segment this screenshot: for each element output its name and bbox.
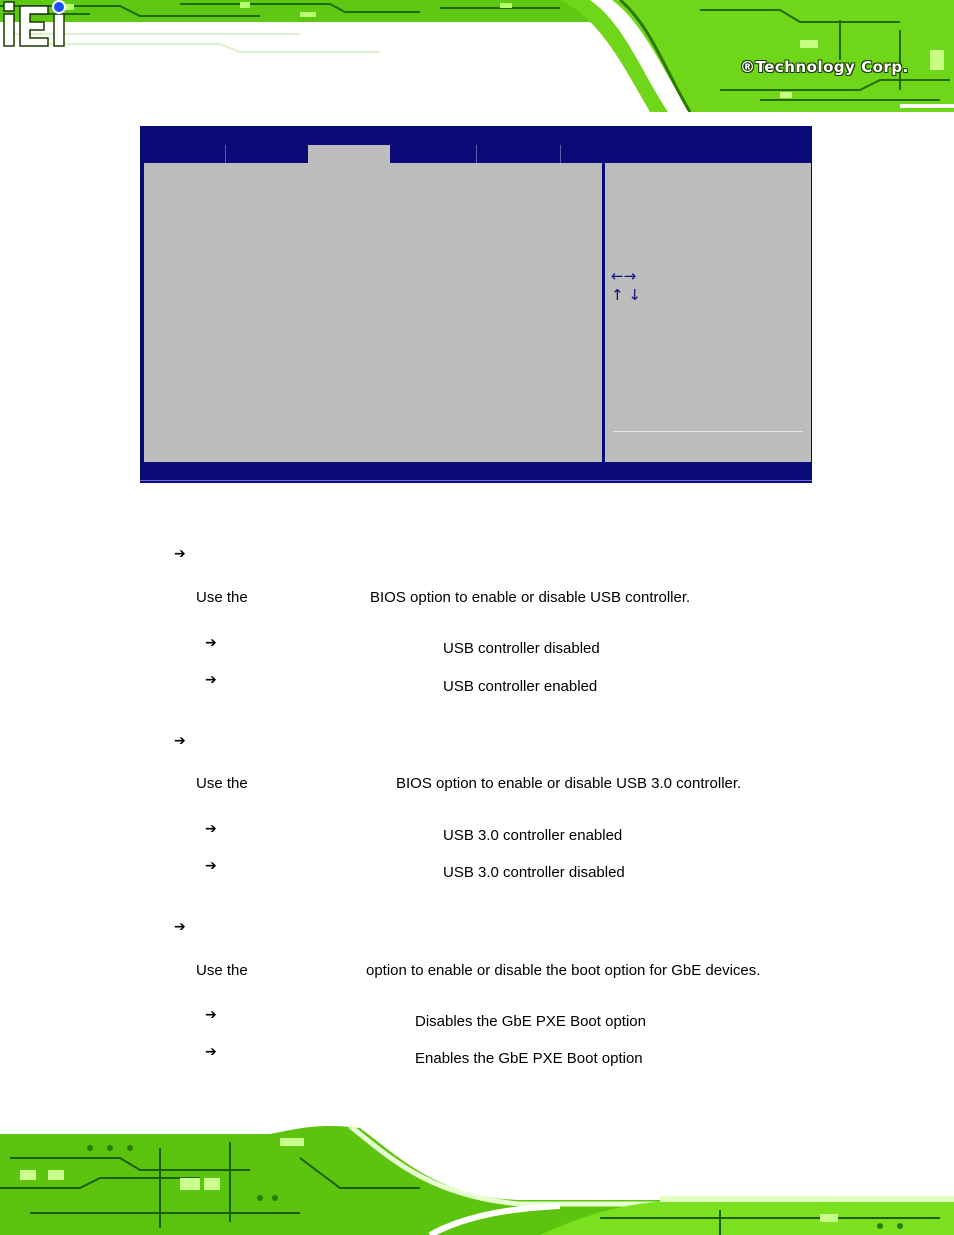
intro-prefix: Use the — [196, 775, 248, 792]
tab-separator — [476, 145, 477, 163]
header-banner — [0, 0, 954, 112]
bios-menu-bar — [140, 126, 812, 163]
circuit-board-graphic — [0, 1118, 954, 1235]
section-arrow-icon: ➔ — [174, 919, 186, 935]
tab-separator — [560, 145, 561, 163]
bios-screenshot — [140, 126, 812, 483]
option-arrow-icon: ➔ — [205, 1044, 217, 1060]
intro-prefix: Use the — [196, 589, 248, 606]
nav-keys — [611, 267, 641, 305]
intro-text: BIOS option to enable or disable USB controller. — [370, 589, 691, 606]
help-divider — [613, 431, 803, 432]
option-description: USB controller disabled — [443, 640, 600, 657]
intro-prefix: Use the — [196, 962, 248, 979]
option-description: USB 3.0 controller enabled — [443, 827, 623, 844]
option-arrow-icon: ➔ — [205, 1007, 217, 1023]
bios-settings-panel — [144, 163, 602, 462]
option-arrow-icon: ➔ — [205, 635, 217, 651]
bios-footer-line — [140, 480, 812, 481]
option-description: USB controller enabled — [443, 678, 598, 695]
option-arrow-icon: ➔ — [205, 672, 217, 688]
section-arrow-icon: ➔ — [174, 546, 186, 562]
intro-text: option to enable or disable the boot option for GbE devices. — [366, 962, 761, 979]
option-arrow-icon: ➔ — [205, 858, 217, 874]
footer-banner — [0, 1118, 954, 1235]
option-arrow-icon: ➔ — [205, 821, 217, 837]
iei-logo-icon — [0, 0, 88, 48]
circuit-board-graphic — [0, 0, 954, 112]
tab-active-highlight[interactable] — [308, 145, 390, 163]
section-arrow-icon: ➔ — [174, 733, 186, 749]
company-name: ®Technology Corp. — [740, 58, 909, 76]
option-description: Enables the GbE PXE Boot option — [415, 1050, 643, 1067]
tab-separator — [225, 145, 226, 163]
left-right-arrows-icon: ←→ — [611, 267, 637, 285]
intro-text: BIOS option to enable or disable USB 3.0 controller. — [396, 775, 742, 792]
option-description: Disables the GbE PXE Boot option — [415, 1013, 646, 1030]
bios-help-panel — [605, 163, 811, 462]
option-description: USB 3.0 controller disabled — [443, 864, 625, 881]
up-down-arrows-icon: ↑ ↓ — [611, 286, 641, 304]
